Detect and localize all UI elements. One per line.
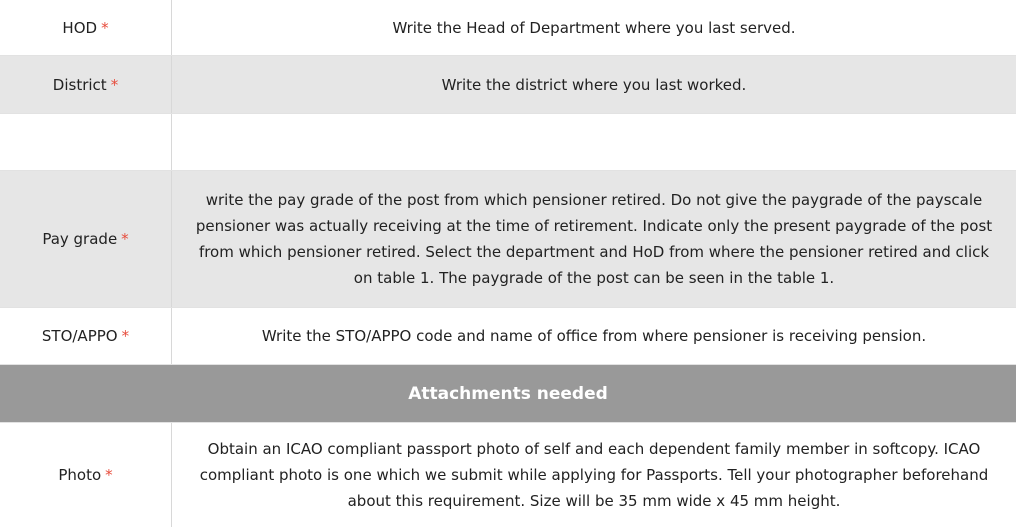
table-row-district	[0, 56, 1016, 114]
label-text: HOD	[62, 18, 98, 37]
field-label-pay-grade	[0, 171, 172, 307]
table-row-empty	[0, 114, 1016, 171]
table-row-pay-grade	[0, 171, 1016, 308]
required-marker: *	[105, 466, 113, 484]
table-row-sto-appo	[0, 308, 1016, 365]
section-header-attachments	[0, 365, 1016, 423]
field-description-district: Write the district where you last worked.	[441, 75, 747, 94]
field-label-sto-appo	[0, 308, 172, 364]
label-text: STO/APPO	[41, 327, 118, 345]
label-text: Photo	[58, 466, 102, 484]
field-label-hod	[0, 0, 172, 55]
table-row-photo	[0, 423, 1016, 527]
table-row-hod	[0, 0, 1016, 56]
field-description-hod: Write the Head of Department where you last served.	[392, 18, 796, 37]
field-label-photo	[0, 423, 172, 527]
required-marker: *	[101, 18, 109, 37]
label-text: Pay grade	[42, 230, 118, 248]
label-text: District	[52, 75, 107, 94]
field-description-photo: Obtain an ICAO compliant passport photo of self and each dependent family member in softcopy. ICAO compliant photo is one which we submit while applying for Passports. Tell your photographer beforehand about this requirement. Size will be 35 mm wide x 45 mm height.	[199, 440, 989, 510]
field-description-empty	[172, 114, 1016, 170]
field-label-empty	[0, 114, 172, 170]
section-title: Attachments needed	[408, 383, 608, 404]
required-marker: *	[110, 75, 119, 94]
required-marker: *	[121, 327, 130, 345]
field-description-sto-appo: Write the STO/APPO code and name of office from where pensioner is receiving pension.	[261, 327, 927, 345]
field-description-pay-grade: write the pay grade of the post from which pensioner retired. Do not give the paygrade of the payscale pensioner was actually receiving at the time of retirement. Indicate only the present paygrade of the post from which pensioner retired. Select the department and HoD from where the pensioner retired and click on table 1. The paygrade of the post can be seen in the table 1.	[195, 191, 993, 287]
required-marker: *	[121, 230, 129, 248]
field-label-district	[0, 56, 172, 113]
